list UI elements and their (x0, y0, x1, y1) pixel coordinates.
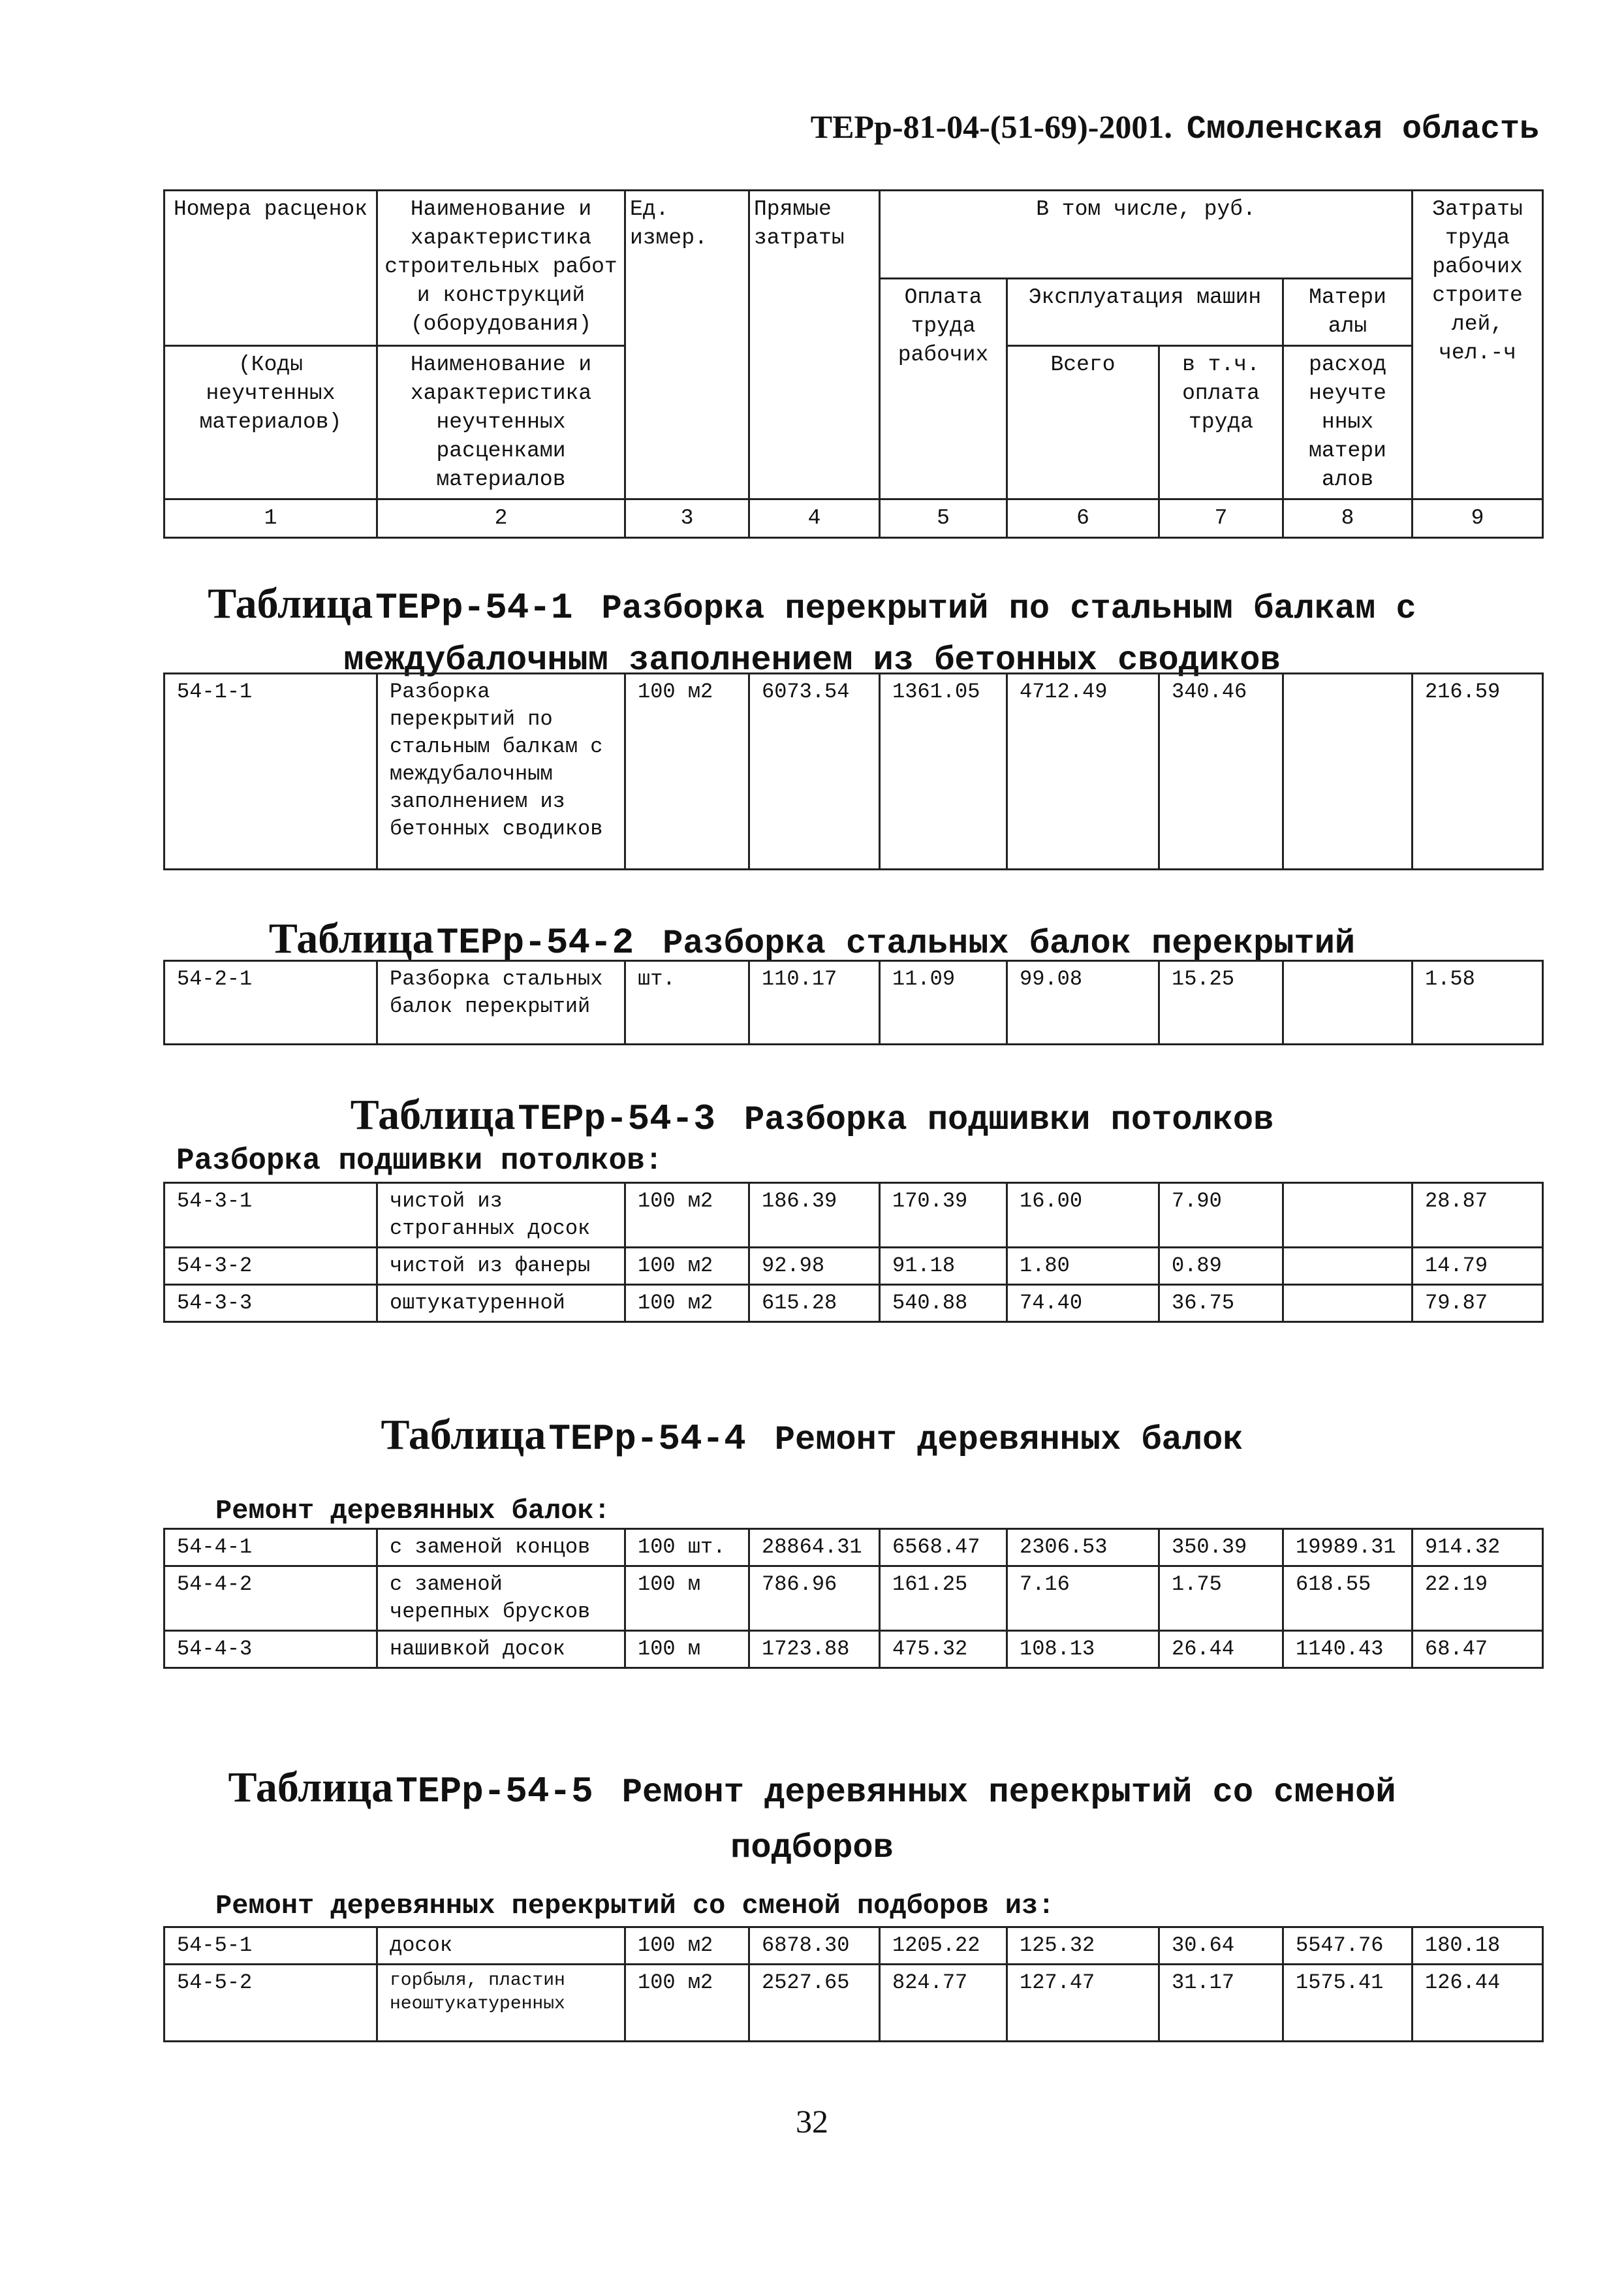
col-number: 2 (377, 499, 625, 538)
unit: 100 м (625, 1631, 749, 1668)
col-header-including: В том числе, руб. (880, 191, 1413, 279)
table-code: ТЕРр-54-4 (548, 1418, 746, 1460)
table-row (164, 674, 1543, 870)
table-name: Разборка стальных балок перекрытий (663, 925, 1356, 963)
col-number: 1 (164, 499, 377, 538)
materials (1283, 674, 1413, 870)
machine-total: 125.32 (1007, 1927, 1159, 1965)
direct-costs: 186.39 (749, 1183, 880, 1248)
machine-total: 74.40 (1007, 1285, 1159, 1322)
table-row (164, 1183, 1543, 1248)
rate-code: 54-3-1 (164, 1183, 377, 1248)
work-name: с заменой черепных брусков (377, 1566, 625, 1631)
work-name: оштукатуренной (377, 1285, 625, 1322)
rate-code: 54-3-2 (164, 1248, 377, 1285)
worker-pay: 6568.47 (880, 1529, 1007, 1566)
machine-total: 7.16 (1007, 1566, 1159, 1631)
labor-hours: 216.59 (1413, 674, 1543, 870)
work-name: Разборка перекрытий по стальным балкам с междубалочным заполнением из бетонных сводиков (377, 674, 625, 870)
rate-code: 54-4-1 (164, 1529, 377, 1566)
table-code: ТЕРр-54-2 (436, 922, 634, 964)
col-number: 7 (1159, 499, 1283, 538)
rate-code: 54-4-3 (164, 1631, 377, 1668)
labor-hours: 22.19 (1413, 1566, 1543, 1631)
work-name: Разборка стальных балок перекрытий (377, 961, 625, 1045)
machine-total: 127.47 (1007, 1965, 1159, 2042)
col-header-worker-pay: Оплата труда рабочих (880, 279, 1007, 499)
machine-labor: 30.64 (1159, 1927, 1283, 1965)
column-header-table (163, 189, 1544, 539)
direct-costs: 6073.54 (749, 674, 880, 870)
table-name: Разборка перекрытий по стальным балкам с междубалочным заполнением из бетонных сводиков (343, 590, 1416, 680)
worker-pay: 161.25 (880, 1566, 1007, 1631)
machine-labor: 7.90 (1159, 1183, 1283, 1248)
rate-code: 54-5-1 (164, 1927, 377, 1965)
worker-pay: 170.39 (880, 1183, 1007, 1248)
unit: 100 м2 (625, 1183, 749, 1248)
labor-hours: 180.18 (1413, 1927, 1543, 1965)
rate-code: 54-4-2 (164, 1566, 377, 1631)
worker-pay: 540.88 (880, 1285, 1007, 1322)
labor-hours: 28.87 (1413, 1183, 1543, 1248)
document-code: ТЕРр-81-04-(51-69)-2001. (810, 108, 1172, 145)
col-number: 6 (1007, 499, 1159, 538)
table-row (164, 1965, 1543, 2042)
col-header-material-consumption: расход неучте нных матери алов (1283, 346, 1413, 499)
unit: 100 м2 (625, 1927, 749, 1965)
rate-code: 54-1-1 (164, 674, 377, 870)
materials (1283, 1285, 1413, 1322)
col-header-material-codes: (Коды неучтенных материалов) (164, 346, 377, 499)
machine-labor: 15.25 (1159, 961, 1283, 1045)
rate-code: 54-3-3 (164, 1285, 377, 1322)
work-name: с заменой концов (377, 1529, 625, 1566)
col-header-machine-total: Всего (1007, 346, 1159, 499)
materials: 1140.43 (1283, 1631, 1413, 1668)
labor-hours: 126.44 (1413, 1965, 1543, 2042)
table-code: ТЕРр-54-1 (375, 587, 573, 629)
table-row (164, 1285, 1543, 1322)
direct-costs: 786.96 (749, 1566, 880, 1631)
machine-total: 2306.53 (1007, 1529, 1159, 1566)
machine-total: 4712.49 (1007, 674, 1159, 870)
machine-total: 108.13 (1007, 1631, 1159, 1668)
table-label: Таблица (208, 580, 373, 627)
table-row (164, 1631, 1543, 1668)
col-header-work-name: Наименование и характеристика строительных работ и конструкций (оборудования) (377, 191, 625, 346)
worker-pay: 1205.22 (880, 1927, 1007, 1965)
materials (1283, 1248, 1413, 1285)
machine-labor: 340.46 (1159, 674, 1283, 870)
unit: 100 м2 (625, 1965, 749, 2042)
unit: 100 м2 (625, 674, 749, 870)
direct-costs: 2527.65 (749, 1965, 880, 2042)
rate-table-54-3 (163, 1182, 1544, 1323)
direct-costs: 615.28 (749, 1285, 880, 1322)
table-name: Ремонт деревянных балок (774, 1421, 1243, 1459)
worker-pay: 91.18 (880, 1248, 1007, 1285)
rate-code: 54-2-1 (164, 961, 377, 1045)
direct-costs: 92.98 (749, 1248, 880, 1285)
unit: шт. (625, 961, 749, 1045)
rate-table-54-1 (163, 672, 1544, 870)
labor-hours: 79.87 (1413, 1285, 1543, 1322)
table-row (164, 1927, 1543, 1965)
rate-code: 54-5-2 (164, 1965, 377, 2042)
table-subheading: Ремонт деревянных балок: (215, 1495, 610, 1526)
direct-costs: 6878.30 (749, 1927, 880, 1965)
machine-labor: 350.39 (1159, 1529, 1283, 1566)
direct-costs: 110.17 (749, 961, 880, 1045)
page-header (796, 108, 1539, 148)
table-label: Таблица (381, 1411, 546, 1459)
table-row (164, 1529, 1543, 1566)
materials: 5547.76 (1283, 1927, 1413, 1965)
rate-table-54-2 (163, 960, 1544, 1045)
unit: 100 м2 (625, 1248, 749, 1285)
work-name: чистой из строганных досок (377, 1183, 625, 1248)
work-name: нашивкой досок (377, 1631, 625, 1668)
worker-pay: 475.32 (880, 1631, 1007, 1668)
table-title (0, 1090, 1624, 1140)
work-name: досок (377, 1927, 625, 1965)
col-header-rate-number: Номера расценок (164, 191, 377, 346)
materials: 19989.31 (1283, 1529, 1413, 1566)
rate-table-54-4 (163, 1528, 1544, 1669)
labor-hours: 68.47 (1413, 1631, 1543, 1668)
machine-total: 1.80 (1007, 1248, 1159, 1285)
table-label: Таблица (350, 1091, 516, 1139)
unit: 100 шт. (625, 1529, 749, 1566)
direct-costs: 1723.88 (749, 1631, 880, 1668)
table-title (0, 1410, 1624, 1460)
col-header-direct-costs: Прямые затраты (749, 191, 880, 499)
work-name: чистой из фанеры (377, 1248, 625, 1285)
labor-hours: 14.79 (1413, 1248, 1543, 1285)
machine-labor: 1.75 (1159, 1566, 1283, 1631)
col-header-machine-labor: в т.ч. оплата труда (1159, 346, 1283, 499)
unit: 100 м (625, 1566, 749, 1631)
rate-table-54-5 (163, 1926, 1544, 2042)
worker-pay: 1361.05 (880, 674, 1007, 870)
table-code: ТЕРр-54-5 (396, 1771, 593, 1812)
labor-hours: 1.58 (1413, 961, 1543, 1045)
labor-hours: 914.32 (1413, 1529, 1543, 1566)
col-number: 9 (1413, 499, 1543, 538)
table-title (0, 914, 1624, 964)
table-name: Разборка подшивки потолков (743, 1101, 1274, 1139)
col-header-machine-operation: Эксплуатация машин (1007, 279, 1283, 346)
col-header-unit: Ед. измер. (625, 191, 749, 499)
page-number: 32 (796, 2103, 828, 2140)
table-row (164, 1248, 1543, 1285)
col-number: 5 (880, 499, 1007, 538)
materials: 1575.41 (1283, 1965, 1413, 2042)
column-number-row (164, 499, 1543, 538)
table-subheading: Разборка подшивки потолков: (176, 1144, 663, 1178)
table-title (0, 1763, 1624, 1879)
machine-total: 16.00 (1007, 1183, 1159, 1248)
machine-labor: 31.17 (1159, 1965, 1283, 2042)
materials: 618.55 (1283, 1566, 1413, 1631)
table-label: Таблица (228, 1763, 394, 1811)
col-number: 3 (625, 499, 749, 538)
table-row (164, 961, 1543, 1045)
machine-labor: 36.75 (1159, 1285, 1283, 1322)
col-number: 8 (1283, 499, 1413, 538)
materials (1283, 961, 1413, 1045)
table-subheading: Ремонт деревянных перекрытий со сменой подборов из: (215, 1890, 1055, 1921)
machine-labor: 26.44 (1159, 1631, 1283, 1668)
table-row (164, 1566, 1543, 1631)
col-header-labor-costs: Затраты труда рабочих строите лей, чел.-ч (1413, 191, 1543, 499)
table-code: ТЕРр-54-3 (518, 1098, 715, 1140)
materials (1283, 1183, 1413, 1248)
worker-pay: 11.09 (880, 961, 1007, 1045)
col-header-unaccounted-materials: Наименование и характеристика неучтенных расценками материалов (377, 346, 625, 499)
unit: 100 м2 (625, 1285, 749, 1322)
region-name: Смоленская область (1186, 111, 1539, 148)
worker-pay: 824.77 (880, 1965, 1007, 2042)
table-name: Ремонт деревянных перекрытий со сменой подборов (621, 1773, 1396, 1867)
machine-total: 99.08 (1007, 961, 1159, 1045)
work-name: горбыля, пластин неоштукатуренных (377, 1965, 625, 2042)
col-number: 4 (749, 499, 880, 538)
col-header-materials: Матери алы (1283, 279, 1413, 346)
machine-labor: 0.89 (1159, 1248, 1283, 1285)
direct-costs: 28864.31 (749, 1529, 880, 1566)
table-label: Таблица (268, 915, 434, 962)
